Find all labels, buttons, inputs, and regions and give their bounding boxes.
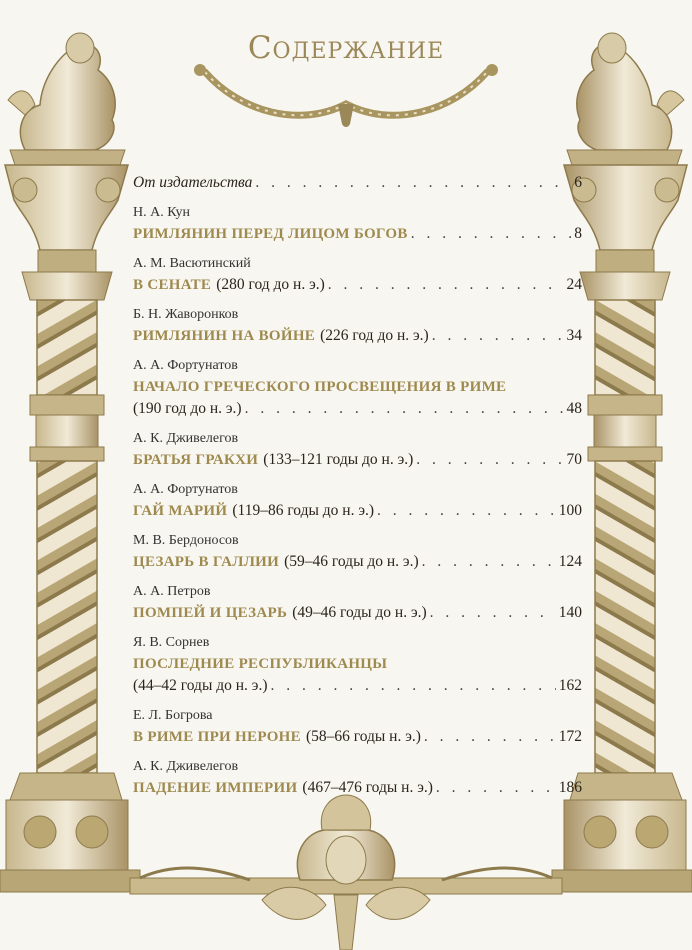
entry-title: ПОМПЕЙ И ЦЕЗАРЬ xyxy=(133,605,288,621)
leader-dots xyxy=(416,449,563,471)
leader-dots xyxy=(430,602,556,624)
page-number: 6 xyxy=(574,174,582,191)
toc-entry-2[interactable] xyxy=(133,274,582,296)
entry-author: Б. Н. Жаворонков xyxy=(133,307,239,322)
entry-author: Е. Л. Богрова xyxy=(133,708,213,723)
page-number: 24 xyxy=(566,276,582,293)
entry-title: ПАДЕНИЕ ИМПЕРИИ xyxy=(133,780,298,796)
leader-dots xyxy=(245,398,564,420)
entry-title: НАЧАЛО ГРЕЧЕСКОГО ПРОСВЕЩЕНИЯ В РИМЕ xyxy=(133,379,507,395)
page-number: 100 xyxy=(558,502,582,519)
toc-entry-4-title[interactable] xyxy=(133,376,582,398)
left-column xyxy=(0,33,140,892)
page-number: 48 xyxy=(566,400,582,417)
toc-entry-10[interactable] xyxy=(133,726,582,748)
toc-entry-7[interactable] xyxy=(133,551,582,573)
page-number: 34 xyxy=(566,327,582,344)
entry-years: (49–46 годы до н. э.) xyxy=(292,604,427,621)
entry-years: (226 год до н. э.) xyxy=(320,327,429,344)
entry-title: ГАЙ МАРИЙ xyxy=(133,503,228,519)
leader-dots xyxy=(422,551,556,573)
leader-dots xyxy=(436,777,556,799)
toc-entry-1[interactable] xyxy=(133,223,582,245)
entry-title: ПОСЛЕДНИЕ РЕСПУБЛИКАНЦЫ xyxy=(133,656,388,672)
entry-title: В СЕНАТЕ xyxy=(133,277,212,293)
entry-title: РИМЛЯНИН НА ВОЙНЕ xyxy=(133,328,316,344)
garland-ornament xyxy=(194,64,498,127)
entry-years: (280 год до н. э.) xyxy=(216,276,325,293)
entry-years: (44–42 годы до н. э.) xyxy=(133,677,268,694)
page-number: 124 xyxy=(558,553,582,570)
toc-entry-0[interactable] xyxy=(133,172,582,194)
entry-author: А. А. Петров xyxy=(133,584,211,599)
entry-author: А. К. Дживелегов xyxy=(133,759,239,774)
toc-entry-8[interactable] xyxy=(133,602,582,624)
toc-entry-5[interactable] xyxy=(133,449,582,471)
entry-author: А. М. Васютинский xyxy=(133,256,251,271)
entry-years: (58–66 годы н. э.) xyxy=(305,728,421,745)
toc-entry-9[interactable] xyxy=(133,675,582,697)
entry-author: А. А. Фортунатов xyxy=(133,482,238,497)
entry-author: М. В. Бердоносов xyxy=(133,533,239,548)
page-number: 70 xyxy=(566,451,582,468)
toc-entry-11[interactable] xyxy=(133,777,582,799)
entry-author: Я. В. Сорнев xyxy=(133,635,210,650)
page-title: Содержание xyxy=(247,30,445,66)
entry-years: (119–86 годы до н. э.) xyxy=(232,502,375,519)
page-number: 186 xyxy=(558,779,582,796)
toc-entry-9-title[interactable] xyxy=(133,653,582,675)
entry-author: Н. А. Кун xyxy=(133,205,190,220)
leader-dots xyxy=(411,223,572,245)
entry-author: А. К. Дживелегов xyxy=(133,431,239,446)
entry-years: (190 год до н. э.) xyxy=(133,400,242,417)
table-of-contents xyxy=(133,172,582,799)
entry-years: (133–121 годы до н. э.) xyxy=(263,451,414,468)
leader-dots xyxy=(424,726,556,748)
entry-title: В РИМЕ ПРИ НЕРОНЕ xyxy=(133,729,301,745)
leader-dots xyxy=(432,325,564,347)
entry-author: А. А. Фортунатов xyxy=(133,358,238,373)
leader-dots xyxy=(328,274,564,296)
page-number: 172 xyxy=(558,728,582,745)
entry-years: (59–46 годы до н. э.) xyxy=(284,553,419,570)
entry-years: (467–476 годы н. э.) xyxy=(302,779,433,796)
page-number: 8 xyxy=(574,225,582,242)
bottom-frieze xyxy=(130,795,562,950)
toc-entry-4[interactable] xyxy=(133,398,582,420)
entry-title: От издательства xyxy=(133,174,253,191)
entry-title: БРАТЬЯ ГРАКХИ xyxy=(133,452,259,468)
entry-title: ЦЕЗАРЬ В ГАЛЛИИ xyxy=(133,554,280,570)
toc-entry-6[interactable] xyxy=(133,500,582,522)
leader-dots xyxy=(270,675,555,697)
page-number: 140 xyxy=(558,604,582,621)
entry-title: РИМЛЯНИН ПЕРЕД ЛИЦОМ БОГОВ xyxy=(133,226,408,242)
toc-entry-3[interactable] xyxy=(133,325,582,347)
leader-dots xyxy=(377,500,556,522)
leader-dots xyxy=(255,172,571,194)
page-number: 162 xyxy=(558,677,582,694)
